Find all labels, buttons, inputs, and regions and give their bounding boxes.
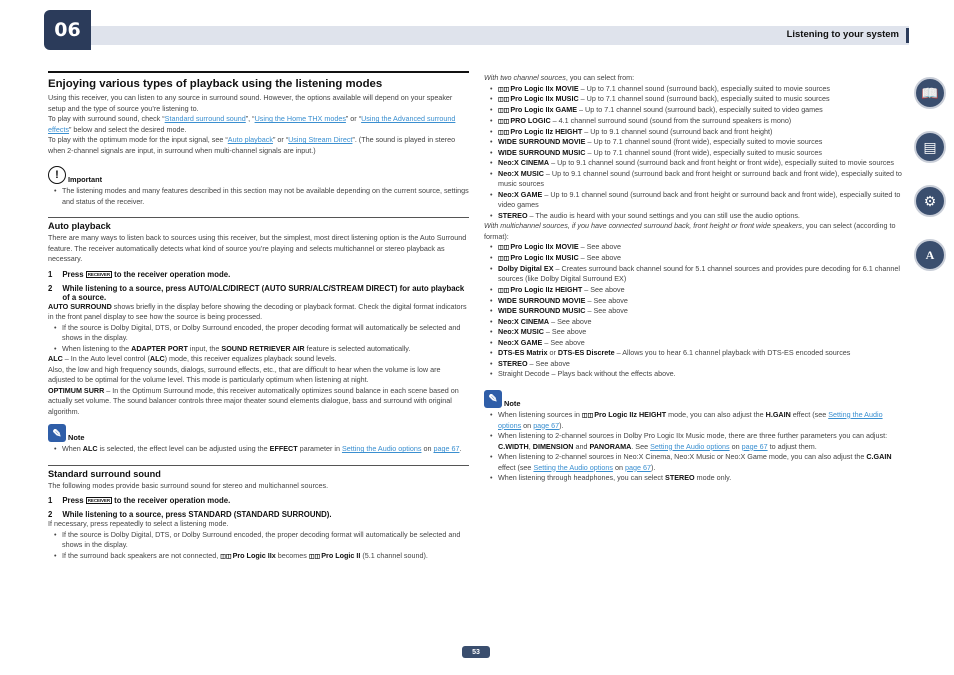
dolby-icon: ◫◫: [498, 256, 510, 263]
link-page-67[interactable]: page 67: [741, 441, 768, 451]
right-column: [484, 73, 905, 484]
right-note-item-2: • When listening to 2-channel sources in Dolby Pro Logic IIx Music mode, there are three further parameters you can adjust: C.WIDTH, DIMENSION and PANORAMA. See Setting the Audio options on page 67 to adjust them.: [498, 431, 905, 452]
chapter-tab: [44, 10, 91, 50]
right-note: [484, 390, 905, 484]
page-number: 53: [462, 646, 490, 658]
important-label: Important: [68, 175, 103, 185]
optimum-surr-desc: OPTIMUM SURR – In the Optimum Surround mode, this receiver automatically optimizes sound balance in each scene based on actually set volume. The sound balancer controls three major theater sound elements dialogue, bass and surround with original algorithm.: [48, 385, 459, 416]
dolby-icon: ◫◫: [498, 118, 510, 125]
alc-desc: ALC – In the Auto level control (ALC) mode, this receiver equalizes playback sound levels.: [48, 354, 337, 364]
listening-mode-item: • Neo:X CINEMA – See above: [498, 317, 905, 328]
listening-mode-item: • ◫◫Pro Logic IIz HEIGHT – Up to 9.1 channel sound (surround back and front height): [498, 127, 905, 138]
note-pencil-icon: ✎: [48, 424, 66, 442]
link-audio-options[interactable]: Setting the Audio options: [650, 441, 730, 451]
two-channel-mode-list: [484, 84, 905, 222]
listening-mode-item: • Neo:X CINEMA – Up to 9.1 channel sound (surround back and front height or front wide), especially suited to movie sources: [498, 158, 905, 169]
important-item: • The listening modes and many features described in this section may not be available depending on the current source, settings and status of the receiver.: [62, 186, 469, 207]
listening-mode-item: • WIDE SURROUND MOVIE – See above: [498, 296, 905, 307]
intro-paragraph-2: To play with surround sound, check “Standard surround sound”, “Using the Home THX modes” or “Using the Advanced surround effects” below and select the desired mode.: [48, 114, 456, 134]
auto-step-1: 1 Press RECEIVER to the receiver operation mode.: [48, 269, 231, 279]
page-header: [91, 26, 909, 45]
auto-playback-body: There are many ways to listen back to sources using this receiver, but the simplest, most direct listening option is the Auto Surround feature. The receiver automatically detects what kind of source you’re playing and selects multichannel or stereo playback as necessary.: [48, 233, 467, 264]
intro-paragraph-3: To play with the optimum mode for the input signal, see “Auto playback” or “Using Stream Direct”. (The sound is played in stereo when 2-channel signals are input, in surround when multi-channel signals are input.): [48, 135, 456, 155]
multichannel-mode-list: [484, 242, 905, 379]
link-stream-direct[interactable]: Using Stream Direct: [288, 135, 353, 145]
listening-mode-item: • ◫◫Pro Logic IIx MUSIC – Up to 7.1 channel sound (surround back), especially suited to music sources: [498, 94, 905, 105]
note-label: Note: [504, 398, 521, 408]
remote-icon[interactable]: ▤: [914, 131, 946, 163]
listening-mode-item: • WIDE SURROUND MUSIC – See above: [498, 306, 905, 317]
listening-mode-item: • Straight Decode – Plays back without the effects above.: [498, 369, 905, 380]
dolby-icon: ◫◫: [498, 108, 510, 115]
note-label: Note: [68, 433, 85, 443]
book-icon[interactable]: 📖: [914, 77, 946, 109]
listening-mode-item: • STEREO – The audio is heard with your sound settings and you can still use the audio options.: [498, 211, 905, 222]
chapter-number: 06: [54, 19, 81, 41]
listening-mode-item: • Neo:X MUSIC – Up to 9.1 channel sound (surround back and front height or surround back and front wide), especially suited to music sources: [498, 169, 905, 190]
receiver-key: RECEIVER: [87, 498, 110, 504]
listening-mode-item: • Neo:X MUSIC – See above: [498, 327, 905, 338]
std-step-2: 2 While listening to a source, press STANDARD (STANDARD SURROUND).: [48, 510, 332, 520]
listening-mode-item: • ◫◫PRO LOGIC – 4.1 channel surround sound (sound from the surround speakers is mono): [498, 116, 905, 127]
auto-note-item: • When ALC is selected, the effect level can be adjusted using the EFFECT parameter in Setting the Audio options on page 67.: [62, 444, 469, 455]
important-icon: !: [48, 166, 66, 184]
dolby-icon: ◫◫: [498, 129, 510, 136]
dolby-icon: ◫◫: [308, 553, 321, 560]
standard-surround-heading: Standard surround sound: [48, 465, 469, 479]
dolby-icon: ◫◫: [220, 553, 232, 560]
receiver-key: RECEIVER: [87, 271, 110, 277]
header-title: Listening to your system: [786, 29, 899, 40]
dolby-icon: ◫◫: [498, 97, 510, 104]
dolby-icon: ◫◫: [498, 287, 510, 294]
link-audio-options[interactable]: Setting the Audio options: [498, 409, 883, 430]
alc-desc-2: Also, the low and high frequency sounds, dialogs, surround effects, etc., that are difficult to hear when the volume is low are adjusted to be optimal for the volume level. This mode is particularly optimum when listening at night.: [48, 364, 441, 385]
listening-mode-item: • WIDE SURROUND MOVIE – Up to 7.1 channel sound (front wide), especially suited to movie sources: [498, 137, 905, 148]
tools-icon[interactable]: ⚙: [914, 185, 946, 217]
right-note-item-3: • When listening to 2-channel sources in Neo:X Cinema, Neo:X Music or Neo:X Game mode, you can also adjust the C.GAIN effect (see Setting the Audio options on page 67).: [498, 452, 905, 473]
listening-mode-item: • Dolby Digital EX – Creates surround back channel sound for 5.1 channel sources and provides pure decoding for 6.1 channel sources (like Dolby Digital Surround EX): [498, 264, 905, 285]
important-box: [48, 166, 469, 207]
note-pencil-icon: ✎: [484, 390, 502, 408]
az-glossary-icon[interactable]: A: [914, 239, 946, 271]
listening-mode-item: • ◫◫Pro Logic IIx MOVIE – Up to 7.1 channel sound (surround back), especially suited to movie sources: [498, 84, 905, 95]
listening-mode-item: • Neo:X GAME – See above: [498, 338, 905, 349]
listening-mode-item: • ◫◫Pro Logic IIx GAME – Up to 7.1 channel sound (surround back), especially suited to video games: [498, 105, 905, 116]
listening-mode-item: • ◫◫Pro Logic IIx MOVIE – See above: [498, 242, 905, 253]
std-bullet-2: • If the surround back speakers are not connected, ◫◫Pro Logic IIx becomes ◫◫Pro Logic II (5.1 channel sound).: [62, 551, 469, 562]
right-note-item-1: • When listening sources in ◫◫Pro Logic IIz HEIGHT mode, you can also adjust the H.GAIN effect (see Setting the Audio options on page 67).: [498, 410, 905, 431]
dolby-icon: ◫◫: [581, 412, 594, 419]
link-home-thx[interactable]: Using the Home THX modes: [254, 114, 346, 124]
auto-step-2: 2 While listening to a source, press AUTO/ALC/DIRECT (AUTO SURR/ALC/STREAM DIRECT) for auto playback of a source.: [48, 283, 465, 302]
std-bullet-1: • If the source is Dolby Digital, DTS, or Dolby Surround encoded, the proper decoding format will automatically be selected and shows in the display.: [62, 530, 469, 551]
listening-mode-item: • WIDE SURROUND MUSIC – Up to 7.1 channel sound (front wide), especially suited to music sources: [498, 148, 905, 159]
link-audio-options[interactable]: Setting the Audio options: [533, 462, 613, 472]
std-step-1: 1 Press RECEIVER to the receiver operation mode.: [48, 496, 231, 506]
auto-playback-heading: Auto playback: [48, 217, 469, 231]
listening-mode-item: • STEREO – See above: [498, 359, 905, 370]
left-column: [48, 71, 469, 562]
auto-surround-bullet-1: • If the source is Dolby Digital, DTS, or Dolby Surround encoded, the proper decoding format will automatically be selected and shows in the display.: [62, 323, 469, 344]
section-rule: [48, 71, 469, 90]
listening-mode-item: • Neo:X GAME – Up to 9.1 channel sound (surround back and front height or surround back and front wide), especially suited to video games: [498, 190, 905, 211]
auto-surround-desc: AUTO SURROUND shows briefly in the display before showing the decoding or playback format. Check the digital format indicators in the front panel display to see how the source is being processed.: [48, 301, 467, 322]
link-page-67[interactable]: page 67: [433, 444, 460, 454]
listening-mode-item: • ◫◫Pro Logic IIx MUSIC – See above: [498, 253, 905, 264]
link-page-67[interactable]: page 67: [533, 420, 560, 430]
listening-mode-item: • DTS-ES Matrix or DTS-ES Discrete – Allows you to hear 6.1 channel playback with DTS-ES encoded sources: [498, 348, 905, 359]
standard-surround-body: The following modes provide basic surround sound for stereo and multichannel sources.: [48, 480, 329, 490]
dolby-icon: ◫◫: [498, 245, 510, 252]
dolby-icon: ◫◫: [498, 86, 510, 93]
auto-note: [48, 424, 469, 455]
two-channel-intro: With two channel sources, you can select from:: [484, 73, 635, 82]
auto-surround-bullet-2: • When listening to the ADAPTER PORT input, the SOUND RETRIEVER AIR feature is selected automatically.: [62, 344, 469, 355]
section-title: Enjoying various types of playback using the listening modes: [48, 78, 383, 90]
link-advanced-surround[interactable]: Using the Advanced surround effects: [48, 114, 456, 134]
link-page-67[interactable]: page 67: [624, 462, 651, 472]
right-note-item-4: • When listening through headphones, you can select STEREO mode only.: [498, 473, 905, 484]
header-marker: [906, 28, 909, 43]
listening-mode-item: • ◫◫Pro Logic IIz HEIGHT – See above: [498, 285, 905, 296]
link-audio-options[interactable]: Setting the Audio options: [341, 444, 422, 454]
std-step-2-sub: If necessary, press repeatedly to select a listening mode.: [48, 519, 229, 529]
link-auto-playback[interactable]: Auto playback: [227, 135, 273, 145]
intro-paragraph: Using this receiver, you can listen to any source in surround sound. However, the options available will depend on your speaker setup and the type of source you’re listening to.: [48, 93, 453, 113]
link-standard-surround[interactable]: Standard surround sound: [164, 114, 246, 124]
multichannel-intro: With multichannel sources, if you have connected surround back, front height or front wide speakers, you can select (according to format):: [484, 221, 896, 241]
